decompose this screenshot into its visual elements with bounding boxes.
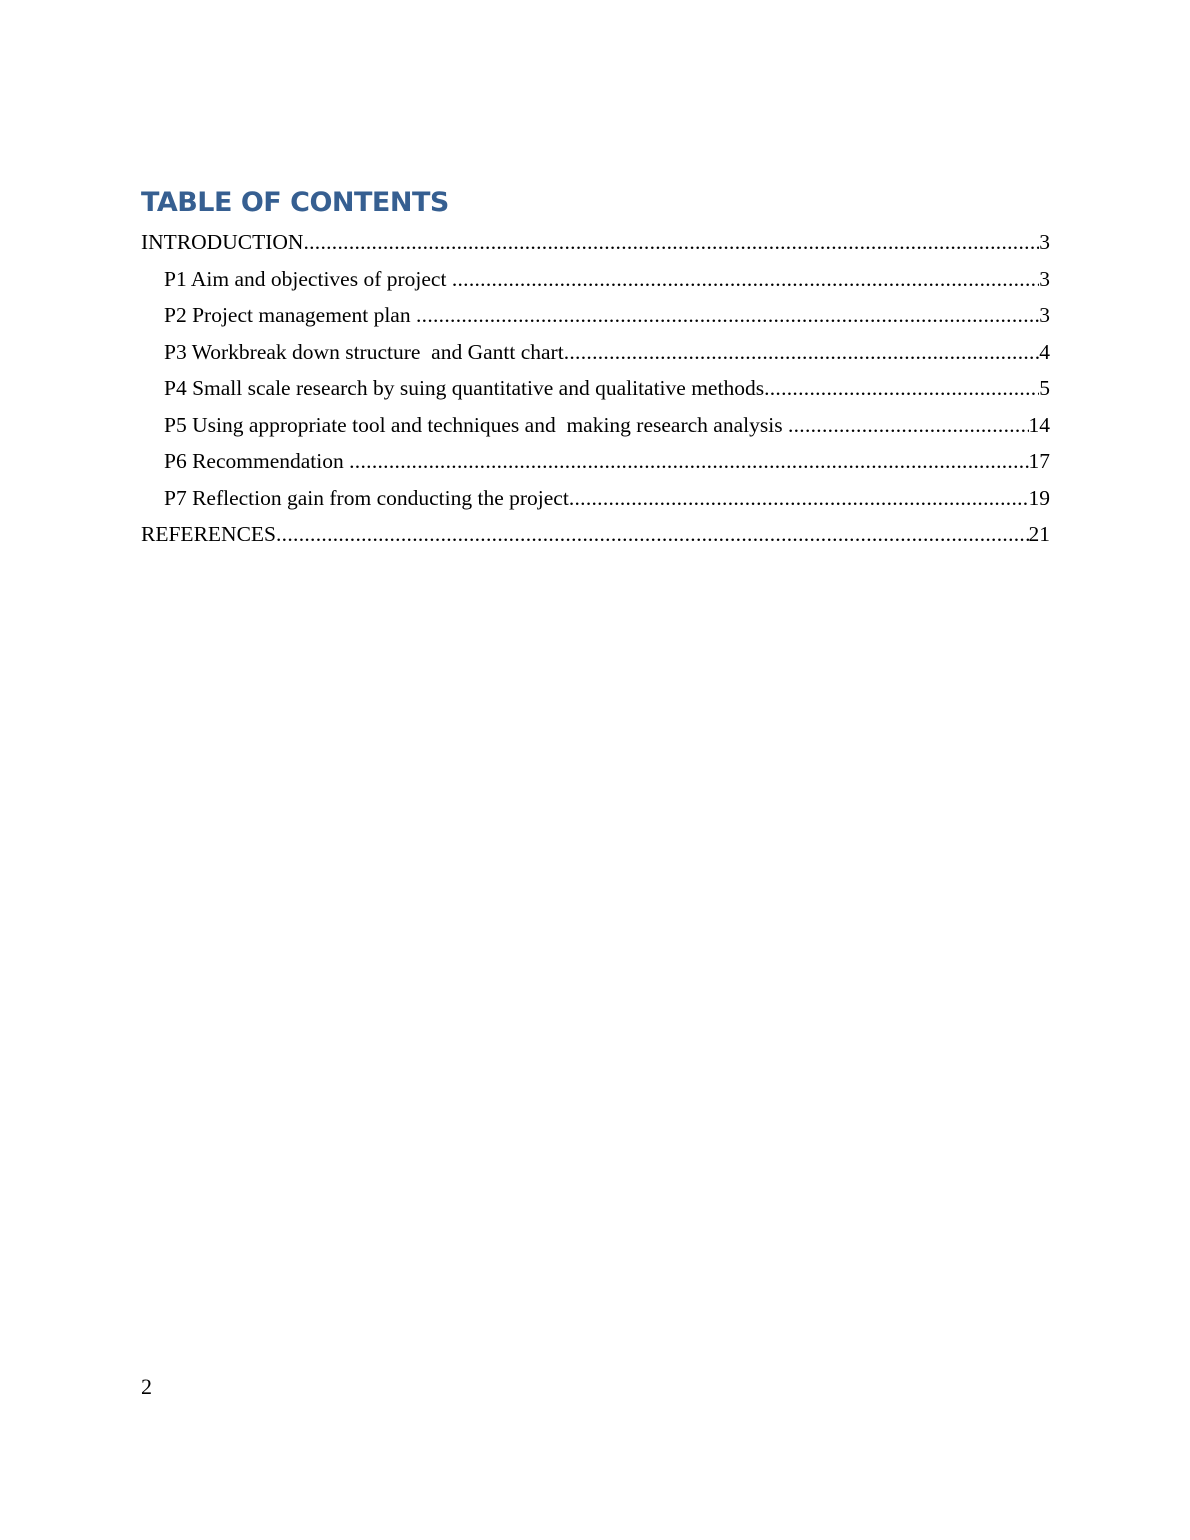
toc-dot-leader: [452, 265, 1039, 294]
toc-entry-title: P5 Using appropriate tool and techniques and making research analysis: [164, 412, 788, 437]
toc-entry-title: P1 Aim and objectives of project: [164, 266, 452, 291]
toc-dot-leader: [303, 228, 1039, 257]
toc-entry-p7[interactable]: [141, 484, 1050, 521]
toc-dot-leader: [276, 520, 1029, 549]
toc-entry-page: 5: [1039, 376, 1050, 400]
toc-entry-title: P4 Small scale research by suing quantitative and qualitative methods: [164, 376, 765, 400]
toc-entry-page: 4: [1039, 339, 1050, 364]
toc-entry-title: P2 Project management plan: [164, 303, 416, 327]
toc-entry-title: REFERENCES: [141, 522, 276, 546]
toc-entry-page: 3: [1039, 230, 1050, 254]
toc-list: [141, 228, 1050, 557]
toc-dot-leader: [564, 338, 1040, 367]
toc-entry-p3[interactable]: [141, 338, 1050, 375]
toc-dot-leader: [764, 374, 1039, 403]
toc-dot-leader: [788, 411, 1029, 440]
toc-entry-page: 19: [1028, 485, 1050, 510]
toc-entry-title: P3 Workbreak down structure and Gantt chart: [164, 339, 564, 364]
toc-entry-page: 17: [1028, 449, 1050, 473]
toc-entry-p2[interactable]: [141, 301, 1050, 338]
toc-entry-p6[interactable]: [141, 447, 1050, 484]
toc-entry-p1[interactable]: [141, 265, 1050, 302]
toc-entry-page: 14: [1028, 412, 1050, 437]
toc-entry-p5[interactable]: [141, 411, 1050, 448]
toc-dot-leader: [569, 484, 1029, 513]
toc-entry-title: INTRODUCTION: [141, 230, 304, 254]
toc-entry-page: 3: [1039, 303, 1050, 327]
toc-dot-leader: [416, 301, 1039, 330]
toc-entry-page: 21: [1028, 522, 1050, 546]
toc-entry-title: P6 Recommendation: [164, 449, 350, 473]
toc-heading: TABLE OF CONTENTS: [141, 187, 449, 218]
toc-entry-introduction[interactable]: [141, 228, 1050, 265]
toc-entry-p4[interactable]: [141, 374, 1050, 411]
toc-dot-leader: [349, 447, 1028, 476]
toc-entry-references[interactable]: [141, 520, 1050, 557]
toc-entry-page: 3: [1039, 266, 1050, 291]
toc-entry-title: P7 Reflection gain from conducting the project: [164, 485, 569, 510]
page-number: 2: [141, 1374, 152, 1399]
